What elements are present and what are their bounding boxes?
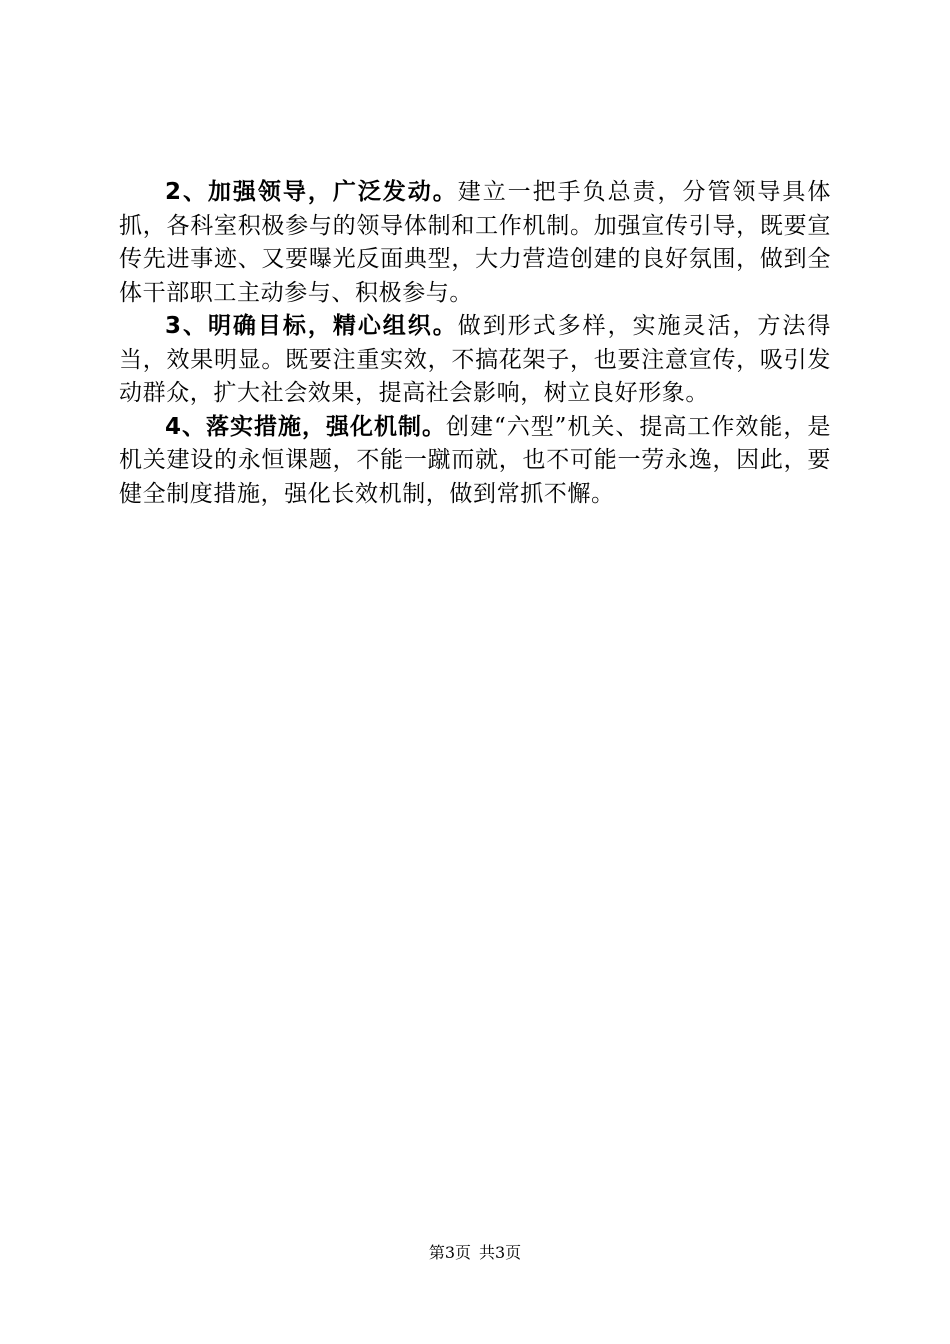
paragraph-4 [119,411,831,512]
page-number-current: 第3页 [428,1243,471,1262]
document-body [119,176,831,511]
page-footer [0,1242,950,1264]
paragraph-3-heading: 3、明确目标，精心组织。 [165,313,458,339]
paragraph-2-heading: 2、加强领导，广泛发动。 [165,179,458,205]
paragraph-3-text: 做到形式多样，实施灵活，方法得当，效果明显。既要注重实效，不搞花架子，也要注意宣传，吸引发动群众，扩大社会效果，提高社会影响，树立良好形象。 [119,313,831,406]
page-number-total: 共3页 [479,1243,522,1262]
paragraph-2-text: 建立一把手负总责，分管领导具体抓，各科室积极参与的领导体制和工作机制。加强宣传引导，既要宣传先进事迹、又要曝光反面典型，大力营造创建的良好氛围，做到全体干部职工主动参与、积极参与。 [119,179,831,306]
paragraph-4-heading: 4、落实措施，强化机制。 [165,413,446,440]
paragraph-3 [119,310,831,411]
paragraph-2 [119,176,831,310]
paragraph-4-text: 创建“六型”机关、提高工作效能，是机关建设的永恒课题，不能一蹴而就，也不可能一劳永逸，因此，要健全制度措施，强化长效机制，做到常抓不懈。 [119,413,831,507]
